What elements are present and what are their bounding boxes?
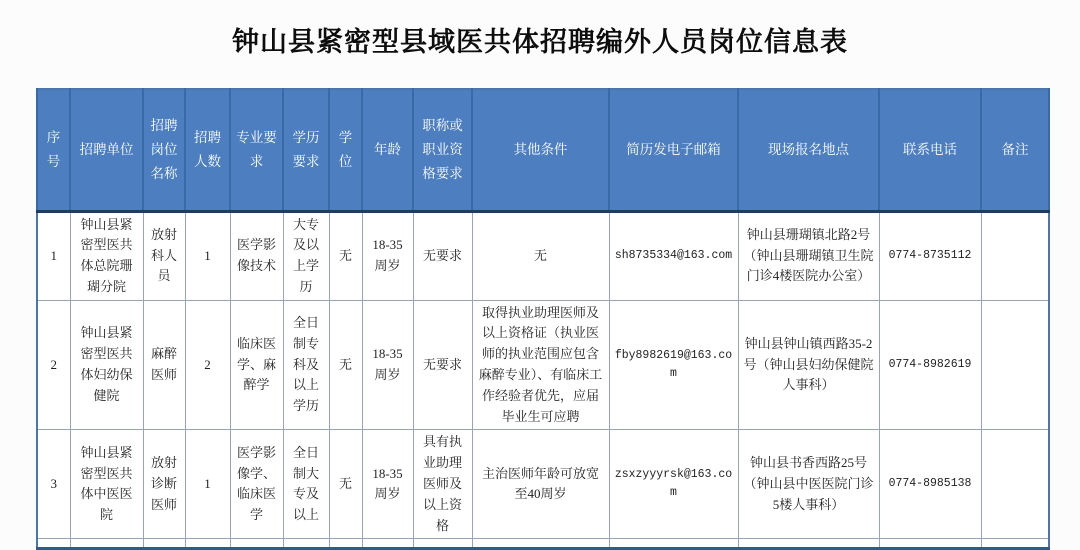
cell-3-email: zsxzyyyrsk@163.com	[609, 430, 738, 539]
header-education: 学历要求	[283, 89, 329, 211]
empty-cell-remark	[981, 539, 1049, 549]
cell-1-count: 1	[185, 211, 230, 300]
empty-cell-education	[283, 539, 329, 549]
header-email: 简历发电子邮箱	[609, 89, 738, 211]
cell-3-count: 1	[185, 430, 230, 539]
cell-2-signup-location: 钟山县钟山镇西路35-2号（钟山县妇幼保健院人事科）	[738, 300, 879, 430]
header-qualification: 职称或职业资格要求	[413, 89, 472, 211]
cell-1-other-conditions: 无	[472, 211, 609, 300]
page-title: 钟山县紧密型县域医共体招聘编外人员岗位信息表	[232, 27, 848, 57]
header-major: 专业要求	[230, 89, 283, 211]
header-age: 年龄	[362, 89, 413, 211]
table-header-row	[37, 89, 1049, 211]
cell-2-email: fby8982619@163.com	[609, 300, 738, 430]
empty-cell-degree	[329, 539, 362, 549]
cell-1-signup-location: 钟山县珊瑚镇北路2号（钟山县珊瑚镇卫生院门诊4楼医院办公室）	[738, 211, 879, 300]
empty-cell-qualification	[413, 539, 472, 549]
cell-2-age: 18-35周岁	[362, 300, 413, 430]
empty-cell-phone	[879, 539, 981, 549]
cell-3-qualification: 具有执业助理医师及以上资格	[413, 430, 472, 539]
cell-1-education: 大专及以上学历	[283, 211, 329, 300]
cell-3-position-name: 放射诊断医师	[143, 430, 185, 539]
cell-1-unit: 钟山县紧密型医共体总院珊瑚分院	[70, 211, 143, 300]
cell-2-qualification: 无要求	[413, 300, 472, 430]
cell-3-signup-location: 钟山县书香西路25号（钟山县中医医院门诊5楼人事科）	[738, 430, 879, 539]
job-info-table	[36, 88, 1050, 550]
cell-2-other-conditions: 取得执业助理医师及以上资格证（执业医师的执业范围应包含麻醉专业）、有临床工作经验者优先，应届毕业生可应聘	[472, 300, 609, 430]
cell-2-major: 临床医学、麻醉学	[230, 300, 283, 430]
cell-3-education: 全日制大专及以上	[283, 430, 329, 539]
empty-cell-count	[185, 539, 230, 549]
cell-3-major: 医学影像学、临床医学	[230, 430, 283, 539]
cell-3-unit: 钟山县紧密型医共体中医医院	[70, 430, 143, 539]
table-row-1	[37, 211, 1049, 300]
cell-1-degree: 无	[329, 211, 362, 300]
cell-2-seq: 2	[37, 300, 70, 430]
cell-2-remark	[981, 300, 1049, 430]
empty-cell-unit	[70, 539, 143, 549]
header-unit: 招聘单位	[70, 89, 143, 211]
header-count: 招聘人数	[185, 89, 230, 211]
cell-1-email: sh8735334@163.com	[609, 211, 738, 300]
table-row-2	[37, 300, 1049, 430]
empty-cell-position-name	[143, 539, 185, 549]
cell-2-unit: 钟山县紧密型医共体妇幼保健院	[70, 300, 143, 430]
header-other-conditions: 其他条件	[472, 89, 609, 211]
header-position-name: 招聘岗位名称	[143, 89, 185, 211]
cell-1-remark	[981, 211, 1049, 300]
cell-1-age: 18-35周岁	[362, 211, 413, 300]
cell-2-count: 2	[185, 300, 230, 430]
cell-1-major: 医学影像技术	[230, 211, 283, 300]
empty-bottom-row	[37, 539, 1049, 549]
empty-cell-other-conditions	[472, 539, 609, 549]
header-phone: 联系电话	[879, 89, 981, 211]
cell-3-degree: 无	[329, 430, 362, 539]
empty-cell-email	[609, 539, 738, 549]
table-header	[37, 89, 1049, 211]
cell-1-position-name: 放射科人员	[143, 211, 185, 300]
cell-3-age: 18-35周岁	[362, 430, 413, 539]
cell-1-qualification: 无要求	[413, 211, 472, 300]
table-body	[37, 211, 1049, 549]
cell-2-degree: 无	[329, 300, 362, 430]
empty-cell-age	[362, 539, 413, 549]
empty-cell-major	[230, 539, 283, 549]
cell-2-phone: 0774-8982619	[879, 300, 981, 430]
cell-3-phone: 0774-8985138	[879, 430, 981, 539]
header-remark: 备注	[981, 89, 1049, 211]
cell-2-education: 全日制专科及以上学历	[283, 300, 329, 430]
table-row-3	[37, 430, 1049, 539]
cell-1-seq: 1	[37, 211, 70, 300]
header-degree: 学位	[329, 89, 362, 211]
header-signup-location: 现场报名地点	[738, 89, 879, 211]
cell-3-other-conditions: 主治医师年龄可放宽至40周岁	[472, 430, 609, 539]
empty-cell-signup-location	[738, 539, 879, 549]
empty-cell-seq	[37, 539, 70, 549]
header-seq: 序号	[37, 89, 70, 211]
cell-1-phone: 0774-8735112	[879, 211, 981, 300]
cell-3-seq: 3	[37, 430, 70, 539]
cell-2-position-name: 麻醉医师	[143, 300, 185, 430]
job-info-table-wrap	[36, 88, 1050, 550]
cell-3-remark	[981, 430, 1049, 539]
